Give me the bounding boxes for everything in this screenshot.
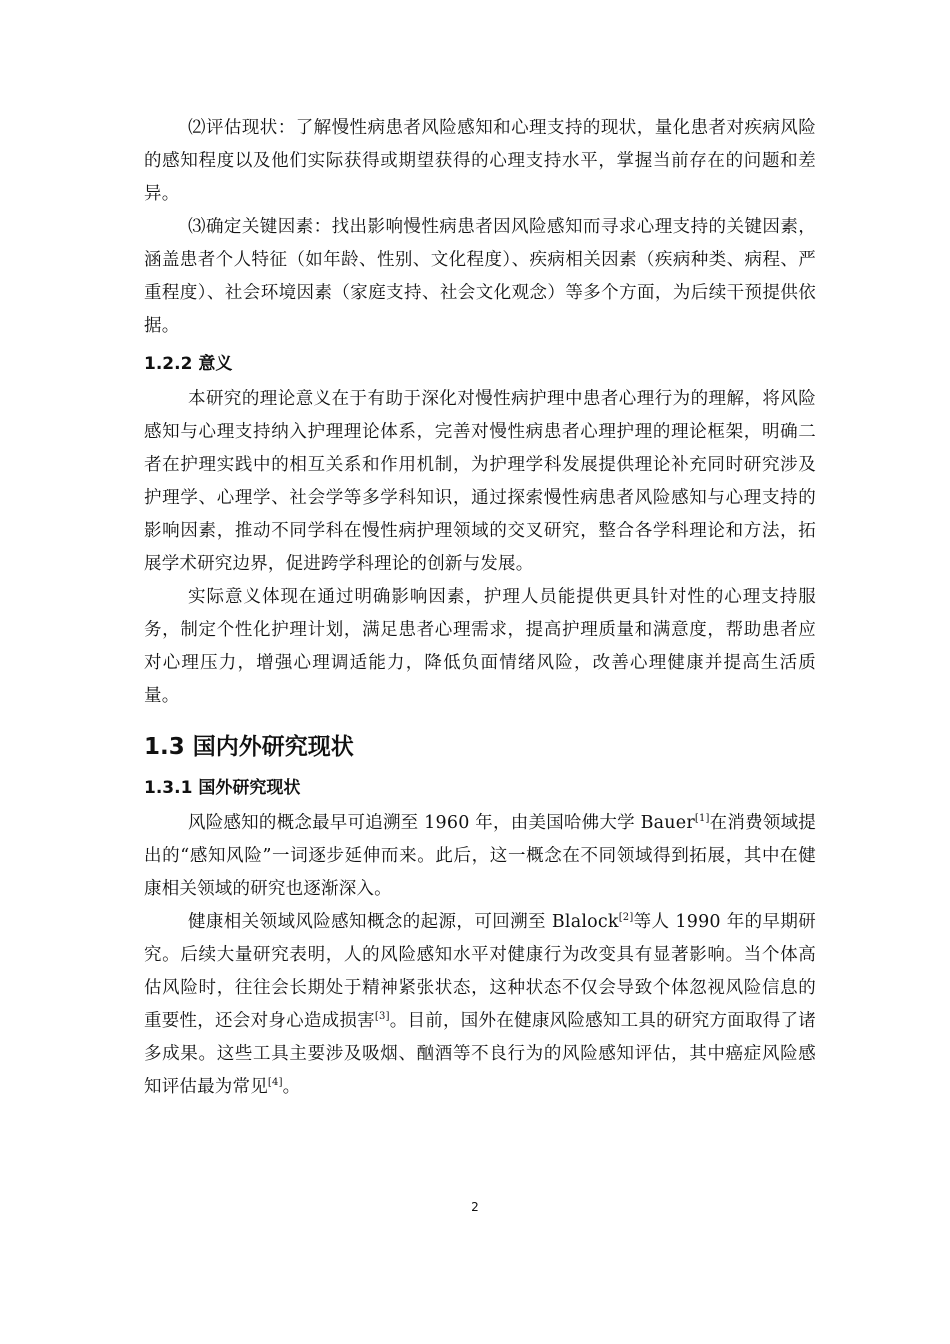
text-span: 健康相关领域风险感知概念的起源，可回溯至 Blalock: [188, 912, 619, 932]
text-span: 风险感知的概念最早可追溯至 1960 年，由美国哈佛大学 Bauer: [188, 813, 695, 833]
citation-3: [3]: [374, 1011, 390, 1022]
citation-4: [4]: [267, 1077, 283, 1088]
paragraph-theoretical-significance: 本研究的理论意义在于有助于深化对慢性病护理中患者心理行为的理解，将风险感知与心理支持纳入护理理论体系，完善对慢性病患者心理护理的理论框架，明确二者在护理实践中的相互关系和作用机制，为护理学科发展提供理论补充同时研究涉及护理学、心理学、社会学等多学科知识，通过探索慢性病患者风险感知与心理支持的影响因素，推动不同学科在慢性病护理领域的交叉研究，整合各学科理论和方法，拓展学术研究边界，促进跨学科理论的创新与发展。: [144, 389, 816, 574]
page-number: 2: [471, 1200, 479, 1214]
paragraph-key-factors: ⑶确定关键因素：找出影响慢性病患者因风险感知而寻求心理支持的关键因素，涵盖患者个人特征（如年龄、性别、文化程度）、疾病相关因素（疾病种类、病程、严重程度）、社会环境因素（家庭支持、社会文化观念）等多个方面，为后续干预提供依据。: [144, 217, 816, 336]
paragraph-practical-significance: 实际意义体现在通过明确影响因素，护理人员能提供更具针对性的心理支持服务，制定个性化护理计划，满足患者心理需求，提高护理质量和满意度，帮助患者应对心理压力，增强心理调适能力，降低负面情绪风险，改善心理健康并提高生活质量。: [144, 587, 816, 706]
citation-1: [1]: [694, 813, 710, 824]
text-span: 。目前，国外在健康风险感知工具的研究方面取得了诸多成果。这些工具主要涉及吸烟、酗酒等不良行为的风险感知评估，其中癌症风险感知评估最为常见: [144, 1011, 816, 1097]
paragraph-bauer: [144, 807, 816, 906]
heading-1-3-1: 1.3.1 国外研究现状: [144, 778, 301, 798]
paragraph-blalock: [144, 906, 816, 1104]
text-span: 在消费领域提出的“感知风险”一词逐步延伸而来。此后，这一概念在不同领域得到拓展，其中在健康相关领域的研究也逐渐深入。: [144, 813, 816, 899]
heading-1-3: 1.3 国内外研究现状: [144, 734, 354, 760]
paragraph-assess-status: ⑵评估现状：了解慢性病患者风险感知和心理支持的现状，量化患者对疾病风险的感知程度以及他们实际获得或期望获得的心理支持水平，掌握当前存在的问题和差异。: [144, 118, 816, 204]
page-content: [144, 112, 816, 1104]
citation-2: [2]: [618, 912, 634, 923]
text-span: 。: [282, 1077, 301, 1097]
heading-1-2-2: 1.2.2 意义: [144, 354, 233, 374]
text-span: 等人 1990 年的早期研究。后续大量研究表明，人的风险感知水平对健康行为改变具有显著影响。当个体高估风险时，往往会长期处于精神紧张状态，这种状态不仅会导致个体忽视风险信息的重要性，还会对身心造成损害: [144, 912, 816, 1031]
